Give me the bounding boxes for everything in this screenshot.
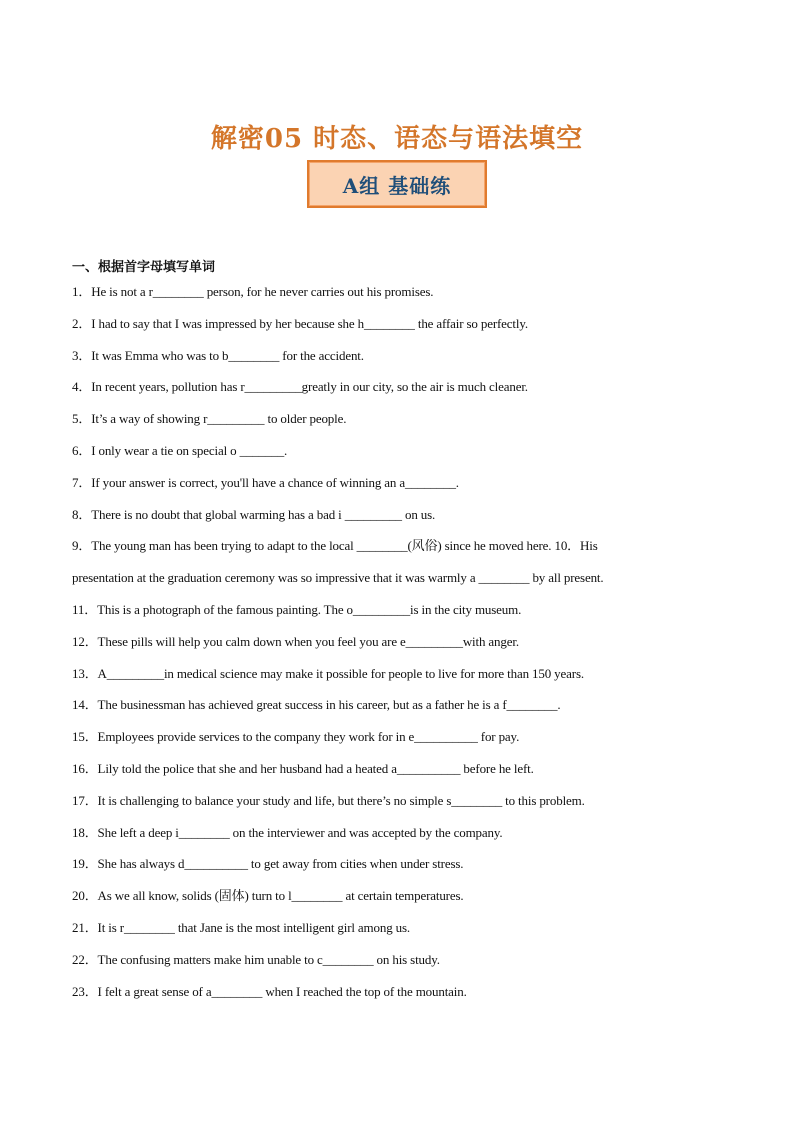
question-item: 3．It was Emma who was to b________ for the accident. xyxy=(72,347,364,363)
question-item: 2．I had to say that I was impressed by her because she h________ the affair so perfectly. xyxy=(72,315,528,331)
question-item: 16．Lily told the police that she and her husband had a heated a__________ before he left. xyxy=(72,760,534,776)
question-item-continuation: presentation at the graduation ceremony was so impressive that it was warmly a ________ by all present. xyxy=(72,570,604,586)
question-item: 14．The businessman has achieved great success in his career, but as a father he is a f________. xyxy=(72,697,561,713)
question-item: 5．It’s a way of showing r_________ to older people. xyxy=(72,411,347,427)
question-item: 1．He is not a r________ person, for he never carries out his promises. xyxy=(72,284,434,299)
question-item: 4．In recent years, pollution has r_________greatly in our city, so the air is much cleaner. xyxy=(72,379,528,395)
question-item: 19．She has always d__________ to get away from cities when under stress. xyxy=(72,856,464,872)
question-item: 17．It is challenging to balance your study and life, but there’s no simple s________ to this problem. xyxy=(72,792,585,808)
question-item: 7．If your answer is correct, you'll have a chance of winning an a________. xyxy=(72,474,459,490)
page-title: 解密05 时态、语态与语法填空 xyxy=(210,124,584,154)
question-item: 13．A_________in medical science may make it possible for people to live for more than 150 years. xyxy=(72,665,584,681)
section-heading: 一、根据首字母填写单词 xyxy=(72,260,216,275)
question-item: 12．These pills will help you calm down when you feel you are e_________with anger. xyxy=(72,633,519,649)
group-label-box xyxy=(307,160,487,208)
question-item: 15．Employees provide services to the company they work for in e__________ for pay. xyxy=(72,729,520,745)
question-item: 6．I only wear a tie on special o _______. xyxy=(72,442,288,458)
question-item: 23．I felt a great sense of a________ when I reached the top of the mountain. xyxy=(72,983,467,999)
group-label: A组 基础练 xyxy=(342,173,452,198)
question-item: 21．It is r________ that Jane is the most intelligent girl among us. xyxy=(72,919,411,935)
question-list xyxy=(72,276,732,1007)
question-item: 11．This is a photograph of the famous painting. The o_________is in the city museum. xyxy=(72,601,522,617)
question-item: 18．She left a deep i________ on the interviewer and was accepted by the company. xyxy=(72,824,503,840)
question-item: 8．There is no doubt that global warming has a bad i _________ on us. xyxy=(72,506,436,522)
question-item: 22．The confusing matters make him unable to c________ on his study. xyxy=(72,951,440,967)
question-item: 9．The young man has been trying to adapt to the local ________(风俗) since he moved here. 10．His xyxy=(72,538,598,554)
question-item: 20．As we all know, solids (固体) turn to l________ at certain temperatures. xyxy=(72,888,464,904)
